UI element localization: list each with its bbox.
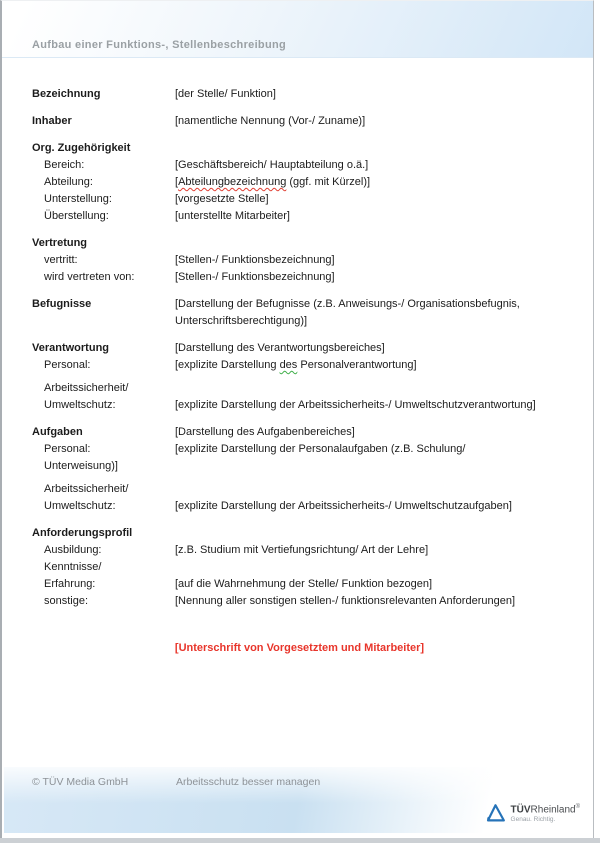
spellcheck-green-squiggle: des [279,359,298,371]
section-title-row [32,340,567,357]
document-body [2,58,593,657]
doc-sections [32,86,567,610]
row-label: Arbeitssicherheit/ [44,382,129,394]
section-title-row [32,113,567,130]
row-label: Personal: [44,443,91,455]
doc-row [32,191,567,208]
section-title: Org. Zugehörigkeit [32,142,131,154]
row-value: [Abteilungbezeichnung (ggf. mit Kürzel)] [175,176,371,188]
doc-row [32,269,567,286]
doc-row [32,441,567,458]
doc-row [32,157,567,174]
signature-note: [Unterschrift von Vorgesetztem und Mitarbeiter] [174,642,425,654]
doc-row [32,559,567,576]
section-value: [der Stelle/ Funktion] [175,88,276,100]
row-value: [explizite Darstellung der Arbeitssicherheits-/ Umweltschutzaufgaben] [175,500,512,512]
row-label: Umweltschutz: [44,500,116,512]
row-label: Kenntnisse/ [44,561,102,573]
row-label: sonstige: [44,595,89,607]
section-org-zugeh-rigkeit [32,140,567,225]
row-value: [Geschäftsbereich/ Hauptabteilung o.ä.] [175,159,369,171]
row-value: [Stellen-/ Funktionsbezeichnung] [175,254,335,266]
section-befugnisse [32,296,567,330]
doc-row [32,542,567,559]
row-label: Ausbildung: [44,544,102,556]
section-title: Bezeichnung [32,88,101,100]
row-label: Unterweisung)] [44,460,118,472]
copyright-text: © TÜV Media GmbH [32,776,129,788]
section-title: Inhaber [32,115,72,127]
section-inhaber [32,113,567,130]
section-title-row [32,140,567,157]
section-value: [Darstellung der Befugnisse (z.B. Anweisungs-/ Organisationsbefugnis, Unterschriftsberechtigung)] [175,298,520,327]
doc-row [32,593,567,610]
doc-row [32,458,567,475]
section-title-row [32,86,567,103]
logo-brand: TÜVRheinland® [510,803,580,815]
row-label: vertritt: [44,254,78,266]
section-title-row [32,525,567,542]
slogan-text: Arbeitsschutz besser managen [176,776,321,788]
row-label: Personal: [44,359,91,371]
doc-row [32,397,567,414]
row-label: Umweltschutz: [44,399,116,411]
row-label: wird vertreten von: [44,271,135,283]
row-value: [explizite Darstellung des Personalverantwortung] [175,359,417,371]
row-label: Arbeitssicherheit/ [44,483,129,495]
section-aufgaben [32,424,567,515]
row-value: [explizite Darstellung der Arbeitssicherheits-/ Umweltschutzverantwortung] [175,399,536,411]
row-value: [Nennung aller sonstigen stellen-/ funktionsrelevanten Anforderungen] [175,595,516,607]
section-title-row [32,296,567,330]
row-value: [unterstellte Mitarbeiter] [175,210,290,222]
section-title: Verantwortung [32,342,110,354]
logo-tagline: Genau. Richtig. [510,816,556,823]
section-title-row [32,424,567,441]
section-title-row [32,235,567,252]
logo-text [511,802,580,824]
bottom-edge [0,838,600,843]
section-title: Befugnisse [32,298,92,310]
section-value: [namentliche Nennung (Vor-/ Zuname)] [175,115,366,127]
row-label: Abteilung: [44,176,93,188]
triangle-icon [485,803,506,823]
row-value: [Stellen-/ Funktionsbezeichnung] [175,271,335,283]
doc-row [32,174,567,191]
section-title: Vertretung [32,237,88,249]
section-bezeichnung [32,86,567,103]
section-value: [Darstellung des Aufgabenbereiches] [175,426,355,438]
section-anforderungsprofil [32,525,567,610]
doc-row [32,380,567,397]
tuv-rheinland-logo [485,802,580,824]
section-title: Anforderungsprofil [32,527,133,539]
row-value: [z.B. Studium mit Vertiefungsrichtung/ Art der Lehre] [175,544,429,556]
doc-row [32,576,567,593]
doc-row [32,208,567,225]
spellcheck-red-squiggle: Abteilungbezeichnung [178,176,287,188]
doc-row [32,498,567,515]
row-label: Bereich: [44,159,85,171]
page-header [2,1,593,58]
row-label: Überstellung: [44,210,109,222]
row-value: [auf die Wahrnehmung der Stelle/ Funktion bezogen] [175,578,433,590]
row-value: [explizite Darstellung der Personalaufgaben (z.B. Schulung/ [175,443,466,455]
section-title: Aufgaben [32,426,83,438]
page-title: Aufbau einer Funktions-, Stellenbeschreibung [32,39,287,51]
row-value: [vorgesetzte Stelle] [175,193,269,205]
row-label: Erfahrung: [44,578,96,590]
row-label: Unterstellung: [44,193,112,205]
page-footer [4,767,592,833]
doc-row [32,481,567,498]
section-verantwortung [32,340,567,414]
section-value: [Darstellung des Verantwortungsbereiches] [175,342,385,354]
doc-row [32,252,567,269]
doc-row [32,357,567,374]
section-vertretung [32,235,567,286]
